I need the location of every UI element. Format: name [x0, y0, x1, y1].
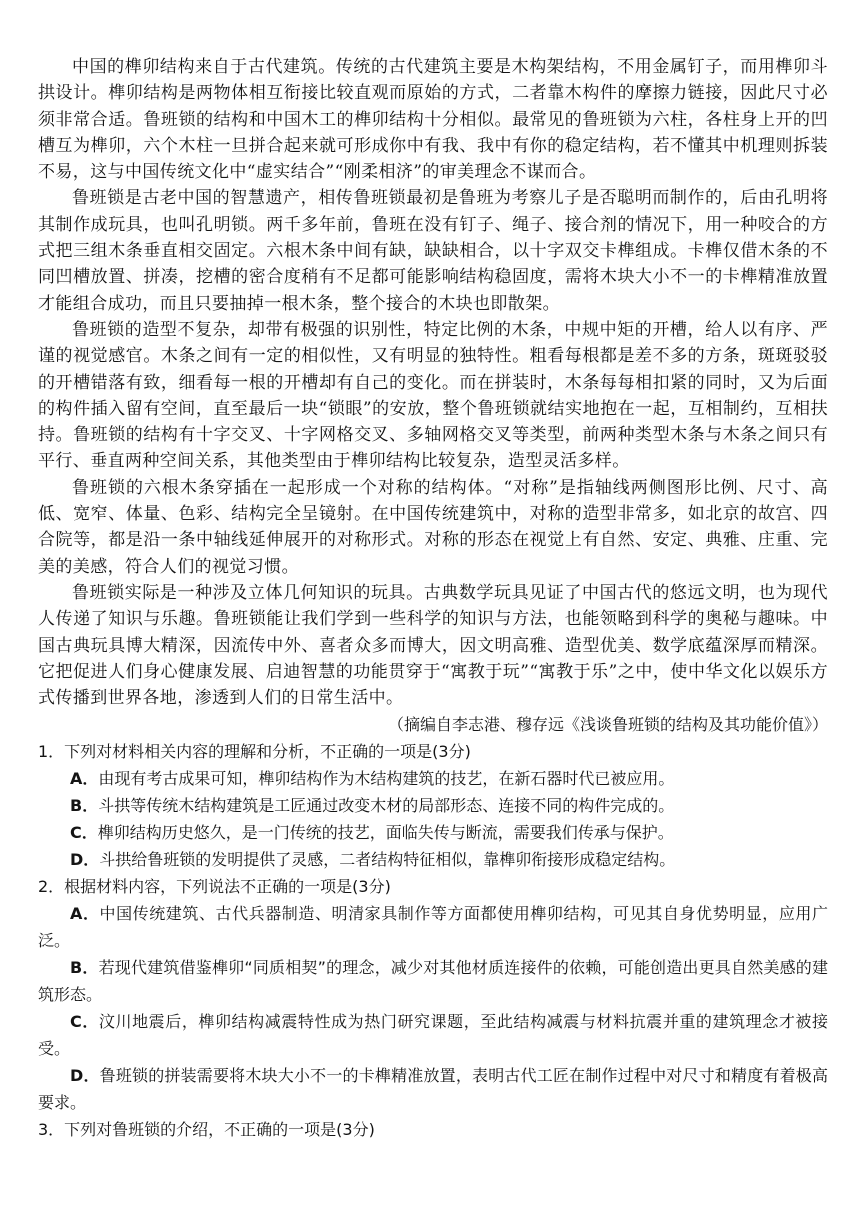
option-text: 榫卯结构历史悠久，是一门传统的技艺，面临失传与断流，需要我们传承与保护。 [97, 823, 674, 843]
article-source: （摘编自李志港、穆存远《浅谈鲁班锁的结构及其功能价值》） [387, 715, 828, 735]
option-text: 鲁班锁的拼装需要将木块大小不一的卡榫精准放置，表明古代工匠在制作过程中对尺寸和精度有着极高要求。 [38, 1066, 828, 1113]
option-letter: A． [70, 904, 100, 924]
option-text: 由现有考古成果可知，榫卯结构作为木结构建筑的技艺，在新石器时代已被应用。 [98, 769, 675, 789]
option-text: 斗拱给鲁班锁的发明提供了灵感，二者结构特征相似，靠榫卯衔接形成稳定结构。 [99, 850, 676, 870]
question-option [38, 954, 828, 1008]
question-stem: 2．根据材料内容，下列说法不正确的一项是(3分) [38, 877, 391, 897]
question-option [38, 792, 828, 819]
article-paragraph: 鲁班锁的六根木条穿插在一起形成一个对称的结构体。“对称”是指轴线两侧图形比例、尺寸、高低、宽窄、体量、色彩、结构完全呈镜射。在中国传统建筑中，对称的造型非常多，如北京的故宫、四合院等，都是沿一条中轴线延伸展开的对称形式。对称的形态在视觉上有自然、安定、典雅、庄重、完美的美感，符合人们的视觉习惯。 [38, 477, 828, 577]
option-letter: A． [70, 769, 99, 789]
article-paragraph: 鲁班锁实际是一种涉及立体几何知识的玩具。古典数学玩具见证了中国古代的悠远文明，也为现代人传递了知识与乐趣。鲁班锁能让我们学到一些科学的知识与方法，也能领略到科学的奥秘与趣味。中国古典玩具博大精深，因流传中外、喜者众多而博大，因文明高雅、造型优美、数学底蕴深厚而精深。它把促进人们身心健康发展、启迪智慧的功能贯穿于“寓教于玩”“寓教于乐”之中，使中华文化以娱乐方式传播到世界各地，渗透到人们的日常生活中。 [38, 582, 828, 709]
question-option [38, 1062, 828, 1116]
question-3 [38, 1116, 828, 1143]
question-stem: 3．下列对鲁班锁的介绍，不正确的一项是(3分) [38, 1120, 375, 1140]
question-option [38, 846, 828, 873]
option-text: 若现代建筑借鉴榫卯“同质相契”的理念，减少对其他材质连接件的依赖，可能创造出更具自然美感的建筑形态。 [38, 958, 828, 1005]
article [38, 54, 828, 738]
option-letter: D． [70, 1066, 100, 1086]
article-paragraph: 鲁班锁的造型不复杂，却带有极强的识别性，特定比例的木条，中规中矩的开槽，给人以有序、严谨的视觉感官。木条之间有一定的相似性，又有明显的独特性。粗看每根都是差不多的方条，斑斑驳驳的开槽错落有致，细看每一根的开槽却有自己的变化。而在拼装时，木条每每相扣紧的同时，又为后面的构件插入留有空间，直至最后一块“锁眼”的安放，整个鲁班锁就结实地抱在一起，互相制约，互相扶持。鲁班锁的结构有十字交叉、十字网格交叉、多轴网格交叉等类型，前两种类型木条与木条之间只有平行、垂直两种空间关系，其他类型由于榫卯结构比较复杂，造型灵活多样。 [38, 319, 828, 472]
exam-page [38, 54, 828, 1143]
question-option [38, 1008, 828, 1062]
option-text: 中国传统建筑、古代兵器制造、明清家具制作等方面都使用榫卯结构，可见其自身优势明显，应用广泛。 [38, 904, 828, 951]
option-text: 汶川地震后，榫卯结构减震特性成为热门研究课题，至此结构减震与材料抗震并重的建筑理念才被接受。 [38, 1012, 828, 1059]
option-letter: D． [70, 850, 100, 870]
question-2 [38, 873, 828, 1116]
option-letter: B． [70, 958, 99, 978]
option-letter: C． [70, 1012, 99, 1032]
option-letter: C． [70, 823, 98, 843]
option-text: 斗拱等传统木结构建筑是工匠通过改变木材的局部形态、连接不同的构件完成的。 [98, 796, 675, 816]
question-1 [38, 738, 828, 873]
question-option [38, 900, 828, 954]
question-option [38, 765, 828, 792]
article-paragraph: 鲁班锁是古老中国的智慧遗产，相传鲁班锁最初是鲁班为考察儿子是否聪明而制作的，后由孔明将其制作成玩具，也叫孔明锁。两千多年前，鲁班在没有钉子、绳子、接合剂的情况下，用一种咬合的方式把三组木条垂直相交固定。六根木条中间有缺，缺缺相合，以十字双交卡榫组成。卡榫仅借木条的不同凹槽放置、拼凑，挖槽的密合度稍有不足都可能影响结构稳固度，需将木块大小不一的卡榫精准放置才能组合成功，而且只要抽掉一根木条，整个接合的木块也即散架。 [38, 188, 828, 314]
article-paragraph: 中国的榫卯结构来自于古代建筑。传统的古代建筑主要是木构架结构，不用金属钉子，而用榫卯斗拱设计。榫卯结构是两物体相互衔接比较直观而原始的方式，二者靠木构件的摩擦力链接，因此尺寸必须非常合适。鲁班锁的结构和中国木工的榫卯结构十分相似。最常见的鲁班锁为六柱，各柱身上开的凹槽互为榫卯，六个木柱一旦拼合起来就可形成你中有我、我中有你的稳定结构，若不懂其中机理则拆装不易，这与中国传统文化中“虚实结合”“刚柔相济”的审美理念不谋而合。 [38, 57, 828, 183]
question-option [38, 819, 828, 846]
question-stem: 1．下列对材料相关内容的理解和分析，不正确的一项是(3分) [38, 742, 471, 762]
option-letter: B． [70, 796, 99, 816]
